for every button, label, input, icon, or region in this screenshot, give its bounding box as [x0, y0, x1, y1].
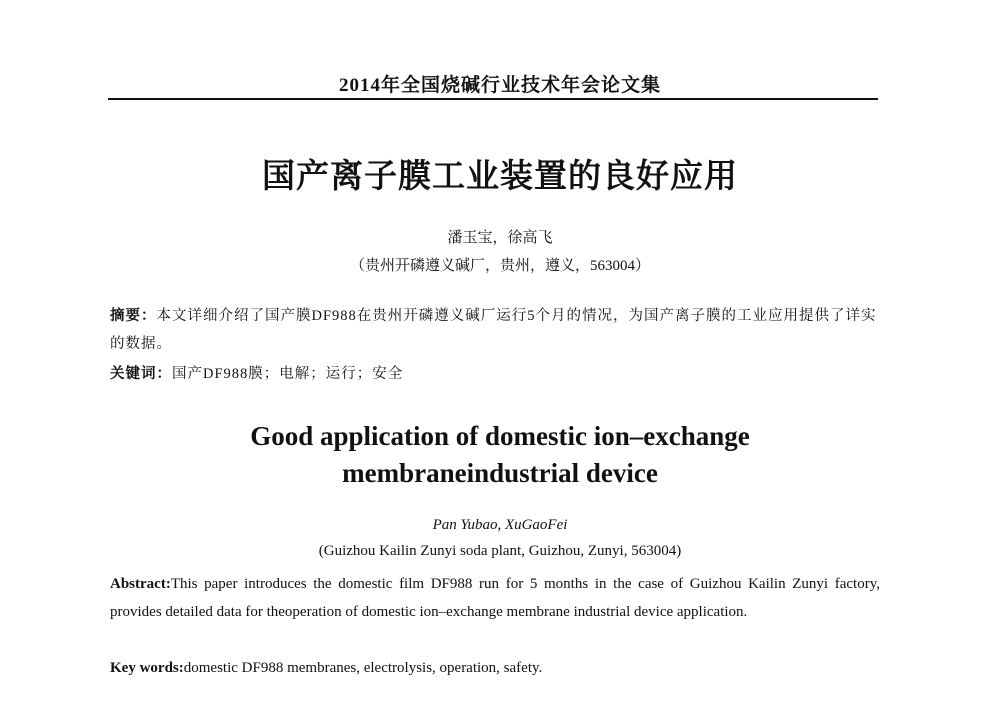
chinese-abstract-label: 摘要： [110, 308, 157, 324]
chinese-title: 国产离子膜工业装置的良好应用 [262, 156, 738, 195]
english-title-line-2: membraneindustrial device [342, 458, 658, 488]
english-keywords [110, 654, 880, 682]
chinese-affiliation: （贵州开磷遵义碱厂，贵州，遵义，563004） [349, 258, 650, 274]
english-affiliation: (Guizhou Kailin Zunyi soda plant, Guizhou, Zunyi, 563004) [318, 543, 682, 559]
chinese-keywords [110, 360, 880, 388]
english-abstract [110, 570, 880, 626]
english-keywords-label: Key words: [110, 660, 184, 676]
chinese-keywords-text: 国产DF988膜；电解；运行；安全 [172, 366, 404, 382]
english-authors: Pan Yubao, XuGaoFei [432, 517, 568, 533]
chinese-keywords-label: 关键词： [110, 366, 172, 382]
english-title [0, 418, 1000, 492]
english-title-line-1: Good application of domestic ion–exchange [250, 421, 750, 451]
english-abstract-label: Abstract: [110, 576, 171, 592]
journal-header: 2014年全国烧碱行业技术年会论文集 [338, 75, 661, 96]
english-abstract-text: This paper introduces the domestic film DF988 run for 5 months in the case of Guizhou Kailin Zunyi factory, provides detailed data for theoperation of domestic ion–exchange membrane industrial device application. [110, 576, 880, 620]
chinese-abstract-text: 本文详细介绍了国产膜DF988在贵州开磷遵义碱厂运行5个月的情况，为国产离子膜的工业应用提供了详实的数据。 [110, 308, 877, 352]
chinese-abstract [110, 302, 880, 358]
english-keywords-text: domestic DF988 membranes, electrolysis, operation, safety. [183, 660, 543, 676]
header-rule [108, 98, 878, 100]
chinese-authors: 潘玉宝，徐高飞 [447, 230, 553, 246]
